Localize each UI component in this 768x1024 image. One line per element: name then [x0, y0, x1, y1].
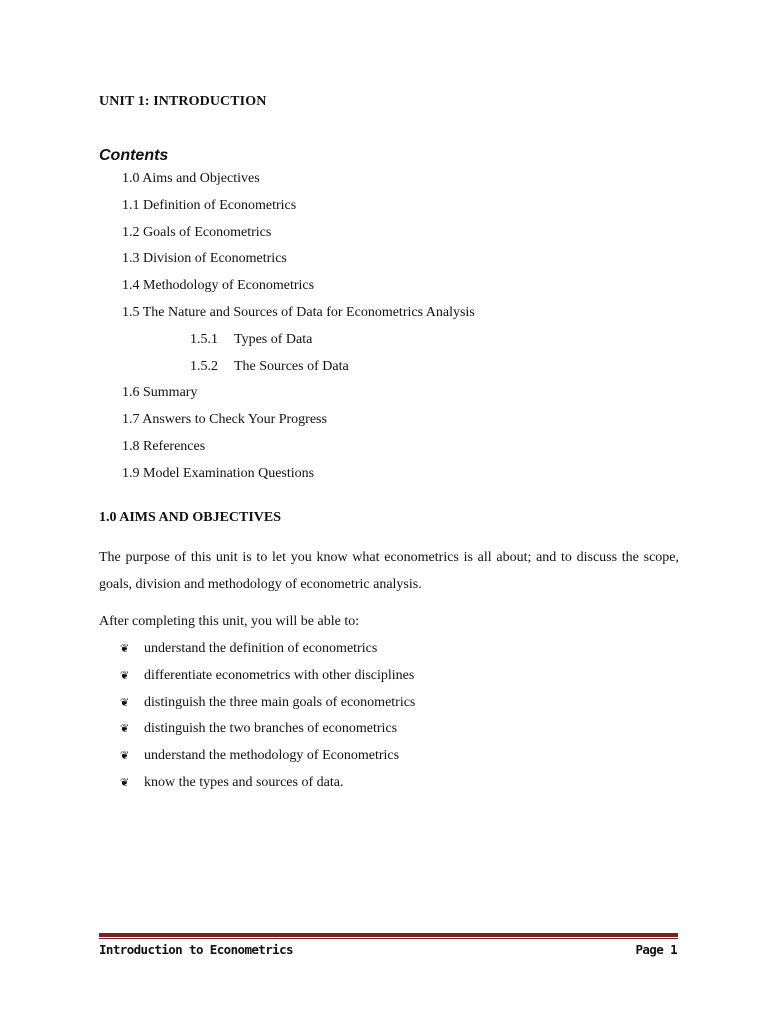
page-number: Page 1 — [635, 942, 677, 957]
toc-item — [122, 224, 475, 251]
floral-bullet-icon: ❦ — [120, 695, 130, 709]
list-item-text: understand the definition of econometrics — [144, 641, 378, 656]
table-of-contents — [122, 170, 475, 492]
list-item — [120, 747, 415, 774]
toc-subitem-text: The Sources of Data — [234, 358, 349, 374]
list-item-text: know the types and sources of data. — [144, 774, 344, 790]
floral-bullet-icon: ❦ — [120, 668, 130, 682]
toc-item — [122, 170, 475, 197]
list-item — [120, 694, 415, 721]
toc-item — [122, 438, 475, 465]
toc-item-text: 1.2 Goals of Econometrics — [122, 224, 272, 240]
section-heading: 1.0 AIMS AND OBJECTIVES — [99, 510, 282, 525]
toc-item-text: 1.0 Aims and Objectives — [122, 171, 260, 186]
toc-item-text: 1.5 The Nature and Sources of Data for Econometrics Analysis — [122, 304, 475, 320]
toc-item-text: 1.6 Summary — [122, 385, 198, 401]
objectives-list — [120, 640, 415, 801]
purpose-paragraph: The purpose of this unit is to let you know what econometrics is all about; and to discuss the scope, goals, division and methodology of econometric analysis. — [99, 550, 679, 592]
toc-item-text: 1.7 Answers to Check Your Progress — [122, 412, 327, 428]
list-item — [120, 667, 415, 694]
toc-item-text: 1.8 References — [122, 438, 206, 454]
unit-title: UNIT 1: INTRODUCTION — [99, 94, 267, 109]
list-item — [120, 720, 415, 747]
toc-item — [122, 250, 475, 277]
toc-item-text: 1.3 Division of Econometrics — [122, 251, 287, 267]
list-item-text: understand the methodology of Econometrics — [144, 748, 400, 764]
floral-bullet-icon: ❦ — [120, 749, 130, 763]
toc-item-text: 1.1 Definition of Econometrics — [122, 197, 297, 213]
toc-subitem-number: 1.5.1 — [190, 331, 218, 347]
toc-item — [122, 197, 475, 224]
toc-item-text: 1.9 Model Examination Questions — [122, 465, 315, 481]
floral-bullet-icon: ❦ — [120, 775, 130, 789]
footer-rule-thin — [99, 938, 678, 939]
list-item — [120, 774, 415, 801]
contents-heading: Contents — [99, 147, 169, 164]
footer-title: Introduction to Econometrics — [99, 942, 293, 957]
toc-item — [122, 411, 475, 438]
toc-item — [122, 384, 475, 411]
toc-subitem — [122, 331, 475, 358]
toc-item-text: 1.4 Methodology of Econometrics — [122, 278, 315, 294]
toc-subitem — [122, 358, 475, 385]
toc-item — [122, 277, 475, 304]
footer-rule — [99, 933, 678, 937]
objectives-intro: After completing this unit, you will be able to: — [99, 614, 360, 629]
toc-subitem-text: Types of Data — [234, 331, 313, 347]
floral-bullet-icon: ❦ — [120, 722, 130, 736]
toc-item — [122, 304, 475, 331]
floral-bullet-icon: ❦ — [120, 642, 130, 655]
list-item — [120, 640, 415, 667]
list-item-text: distinguish the two branches of econometrics — [144, 721, 398, 737]
list-item-text: distinguish the three main goals of econometrics — [144, 694, 416, 710]
list-item-text: differentiate econometrics with other disciplines — [144, 667, 415, 683]
toc-item — [122, 465, 475, 492]
toc-subitem-number: 1.5.2 — [190, 358, 218, 374]
